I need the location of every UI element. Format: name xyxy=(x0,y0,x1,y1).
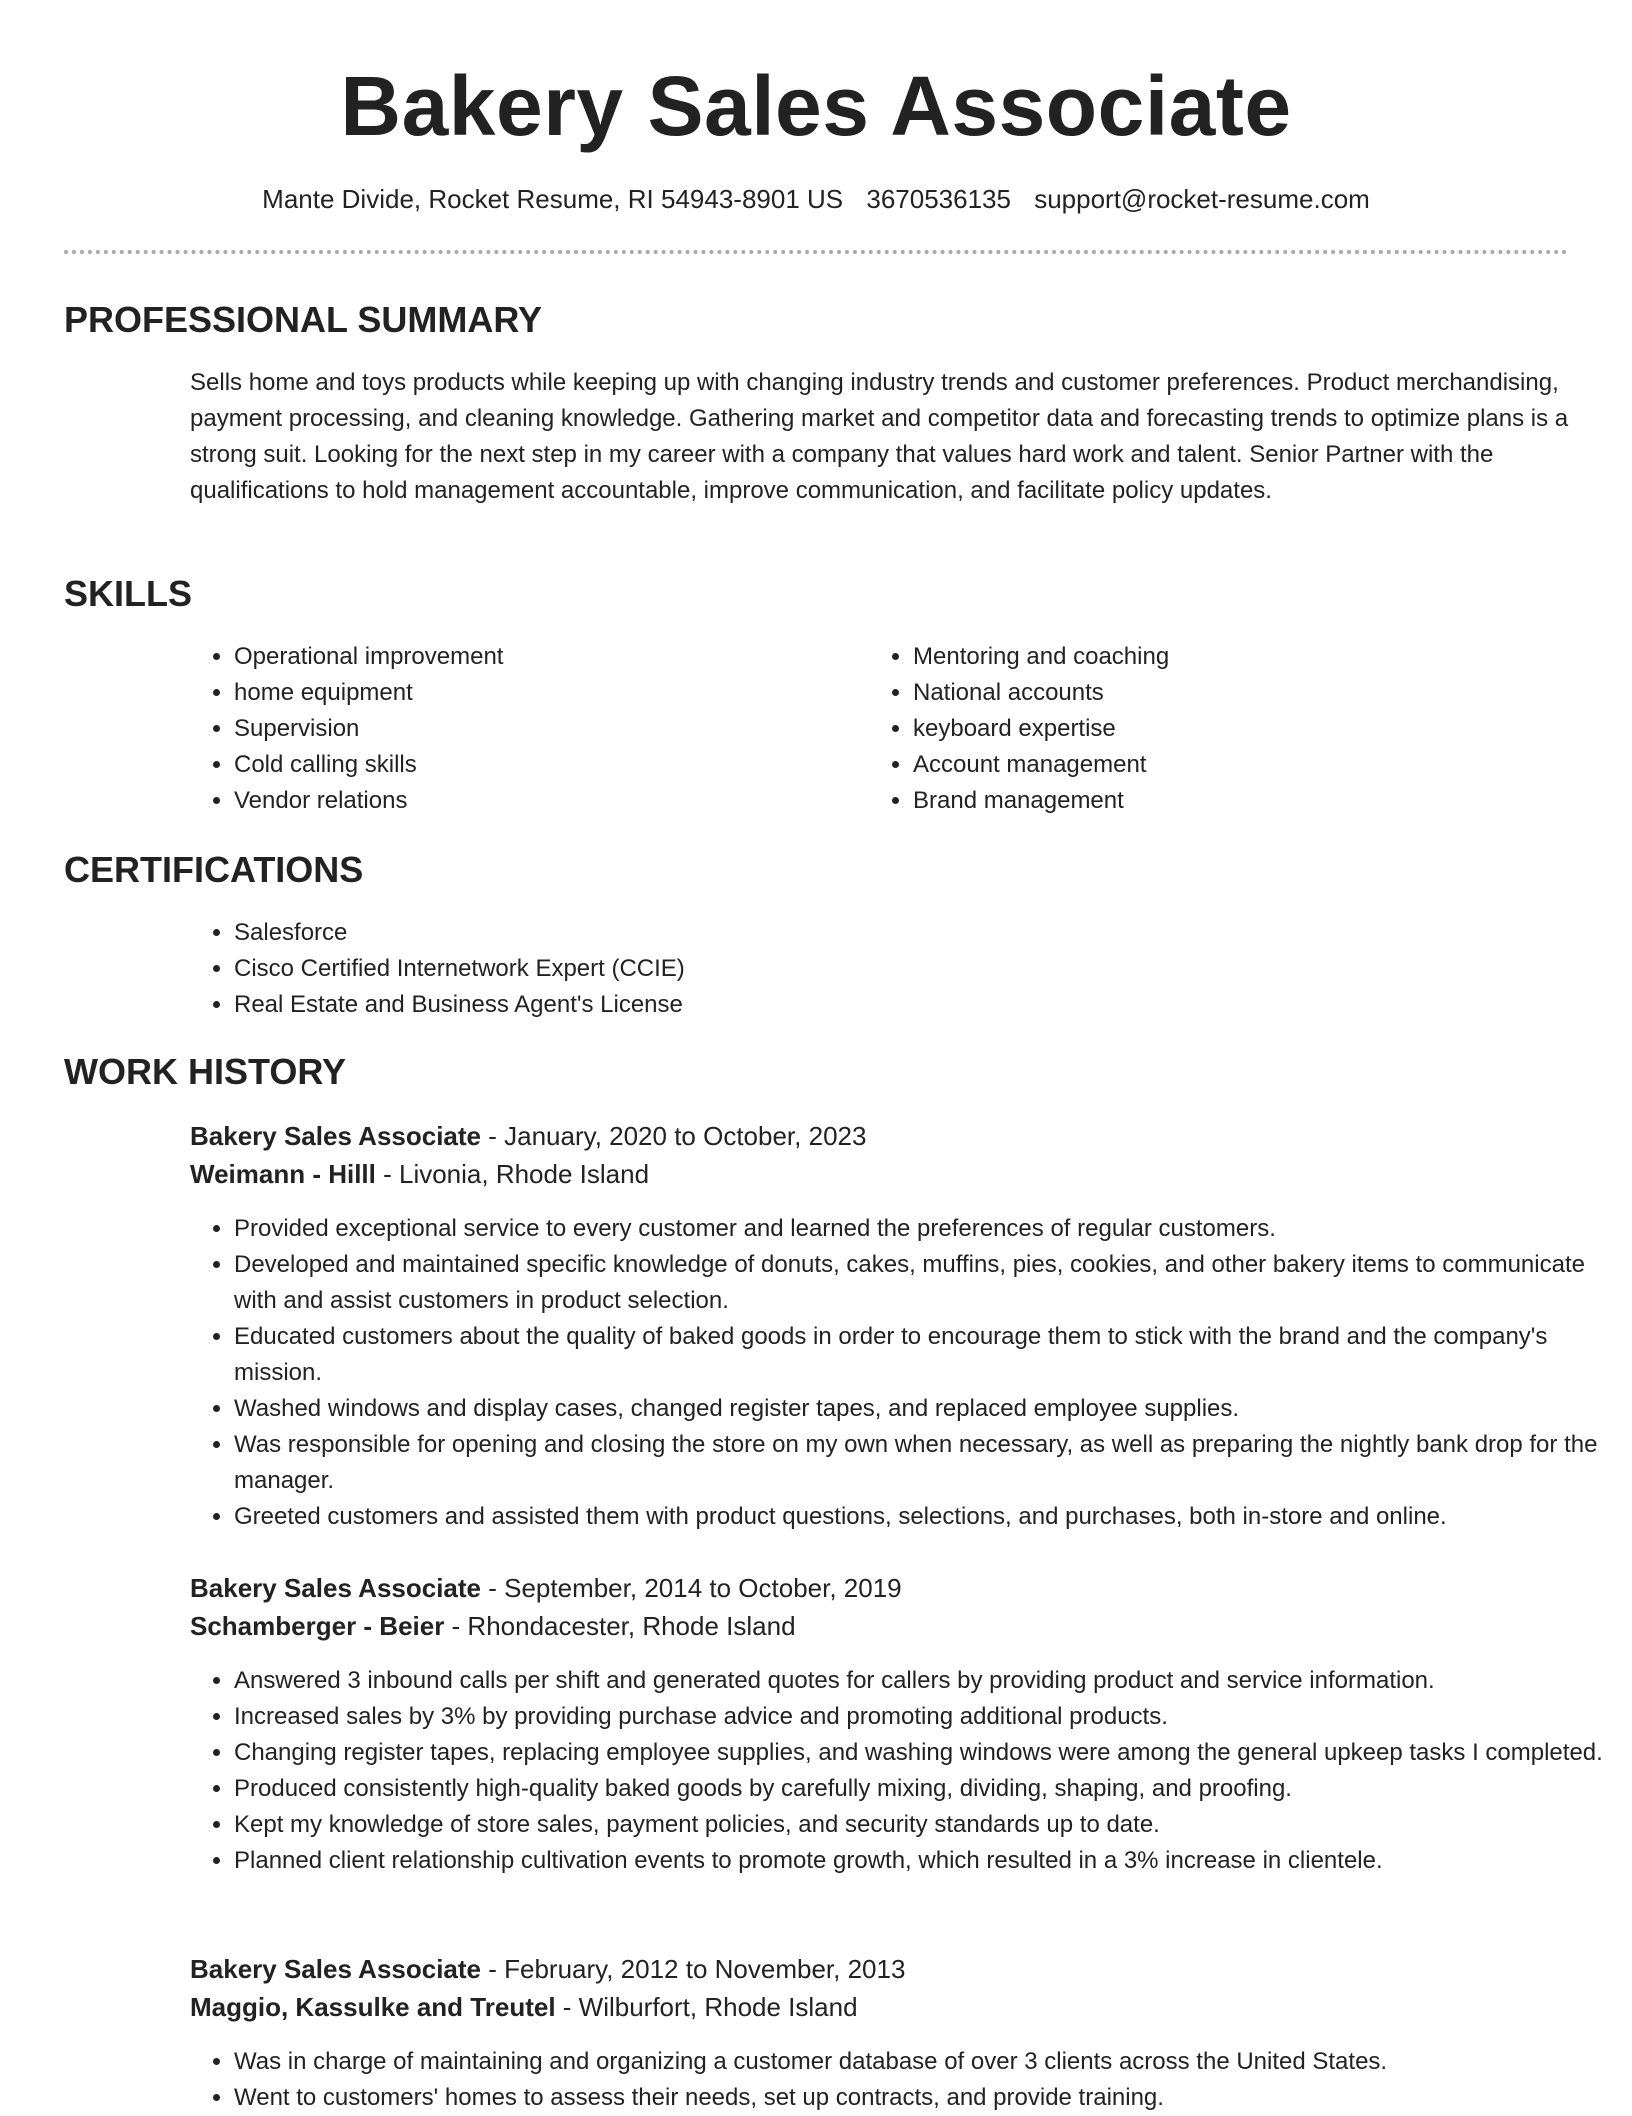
job-bullet: • Increased sales by 3% by providing purchase advice and promoting additional products. xyxy=(234,1699,1624,1735)
job-bullet: • Went to customers' homes to assess their needs, set up contracts, and provide training. xyxy=(234,2080,1624,2116)
certifications-title: CERTIFICATIONS xyxy=(64,849,364,890)
job-title-line xyxy=(190,1950,905,1988)
job-dates: - February, 2012 to November, 2013 xyxy=(481,1954,906,1984)
header-divider xyxy=(64,250,1568,254)
skill-item: • Mentoring and coaching xyxy=(913,639,1533,675)
job-role: Bakery Sales Associate xyxy=(190,1121,482,1151)
contact-line xyxy=(0,183,1632,215)
job-company: Weimann - Hilll xyxy=(190,1159,376,1189)
skill-item: • National accounts xyxy=(913,675,1533,711)
job-location: - Wilburfort, Rhode Island xyxy=(555,1992,858,2022)
job-bullets xyxy=(190,2044,1624,2116)
job-location: - Rhondacester, Rhode Island xyxy=(444,1611,796,1641)
job-company: Schamberger - Beier xyxy=(190,1611,445,1641)
job-bullet: • Kept my knowledge of store sales, payment policies, and security standards up to date. xyxy=(234,1807,1624,1843)
job-bullet: • Produced consistently high-quality baked goods by carefully mixing, dividing, shaping, and proofing. xyxy=(234,1771,1624,1807)
skill-item: • Supervision xyxy=(234,711,854,747)
job-bullet: • Greeted customers and assisted them with product questions, selections, and purchases, both in-store and online. xyxy=(234,1499,1624,1535)
contact-email: support@rocket-resume.com xyxy=(1034,184,1370,214)
job-bullet: • Developed and maintained specific knowledge of donuts, cakes, muffins, pies, cookies, and other bakery items to communicate with and assist customers in product selection. xyxy=(234,1247,1624,1319)
skill-item: • keyboard expertise xyxy=(913,711,1533,747)
job-dates: - January, 2020 to October, 2023 xyxy=(481,1121,867,1151)
skills-title: SKILLS xyxy=(64,573,193,614)
job-bullet: • Changing register tapes, replacing employee supplies, and washing windows were among the general upkeep tasks I completed. xyxy=(234,1735,1624,1771)
job-company: Maggio, Kassulke and Treutel xyxy=(190,1992,556,2022)
skill-item: • Account management xyxy=(913,747,1533,783)
job-bullet: • Was in charge of maintaining and organizing a customer database of over 3 clients across the United States. xyxy=(234,2044,1624,2080)
skill-item: • home equipment xyxy=(234,675,854,711)
contact-phone: 3670536135 xyxy=(866,184,1011,214)
job-company-line xyxy=(190,1988,858,2026)
job-company-line xyxy=(190,1607,796,1645)
skill-item: • Vendor relations xyxy=(234,783,854,819)
job-bullet: • Washed windows and display cases, changed register tapes, and replaced employee supplies. xyxy=(234,1391,1624,1427)
contact-address: Mante Divide, Rocket Resume, RI 54943-8901 US xyxy=(262,184,844,214)
certification-item: • Salesforce xyxy=(234,915,1534,951)
job-bullet: • Answered 3 inbound calls per shift and generated quotes for callers by providing product and service information. xyxy=(234,1663,1624,1699)
work-history-title: WORK HISTORY xyxy=(64,1051,347,1092)
job-bullet: • Educated customers about the quality of baked goods in order to encourage them to stick with the brand and the company's mission. xyxy=(234,1319,1624,1391)
certifications-list xyxy=(190,915,1534,1023)
job-dates: - September, 2014 to October, 2019 xyxy=(481,1573,902,1603)
skills-list-right xyxy=(869,639,1533,819)
job-bullet: • Was responsible for opening and closing the store on my own when necessary, as well as preparing the nightly bank drop for the manager. xyxy=(234,1427,1624,1499)
job-company-line xyxy=(190,1155,649,1193)
job-bullets xyxy=(190,1663,1624,1879)
certification-item: • Real Estate and Business Agent's License xyxy=(234,987,1534,1023)
job-title-line xyxy=(190,1117,866,1155)
job-location: - Livonia, Rhode Island xyxy=(375,1159,650,1189)
skills-list-left xyxy=(190,639,854,819)
certification-item: • Cisco Certified Internetwork Expert (CCIE) xyxy=(234,951,1534,987)
job-title-line xyxy=(190,1569,902,1607)
summary-text: Sells home and toys products while keeping up with changing industry trends and customer preferences. Product merchandising, payment processing, and cleaning knowledge. Gathering market and competitor data and forecasting trends to optimize plans is a strong suit. Looking for the next step in my career with a company that values hard work and talent. Senior Partner with the qualifications to hold management accountable, improve communication, and facilitate policy updates. xyxy=(190,369,1569,504)
skill-item: • Cold calling skills xyxy=(234,747,854,783)
summary-title: PROFESSIONAL SUMMARY xyxy=(64,299,543,340)
resume-name: Bakery Sales Associate xyxy=(340,59,1292,153)
job-bullet: • Provided exceptional service to every customer and learned the preferences of regular customers. xyxy=(234,1211,1624,1247)
job-bullet: • Planned client relationship cultivation events to promote growth, which resulted in a 3% increase in clientele. xyxy=(234,1843,1624,1879)
job-bullets xyxy=(190,1211,1624,1535)
job-role: Bakery Sales Associate xyxy=(190,1954,482,1984)
skill-item: • Operational improvement xyxy=(234,639,854,675)
skill-item: • Brand management xyxy=(913,783,1533,819)
job-role: Bakery Sales Associate xyxy=(190,1573,482,1603)
